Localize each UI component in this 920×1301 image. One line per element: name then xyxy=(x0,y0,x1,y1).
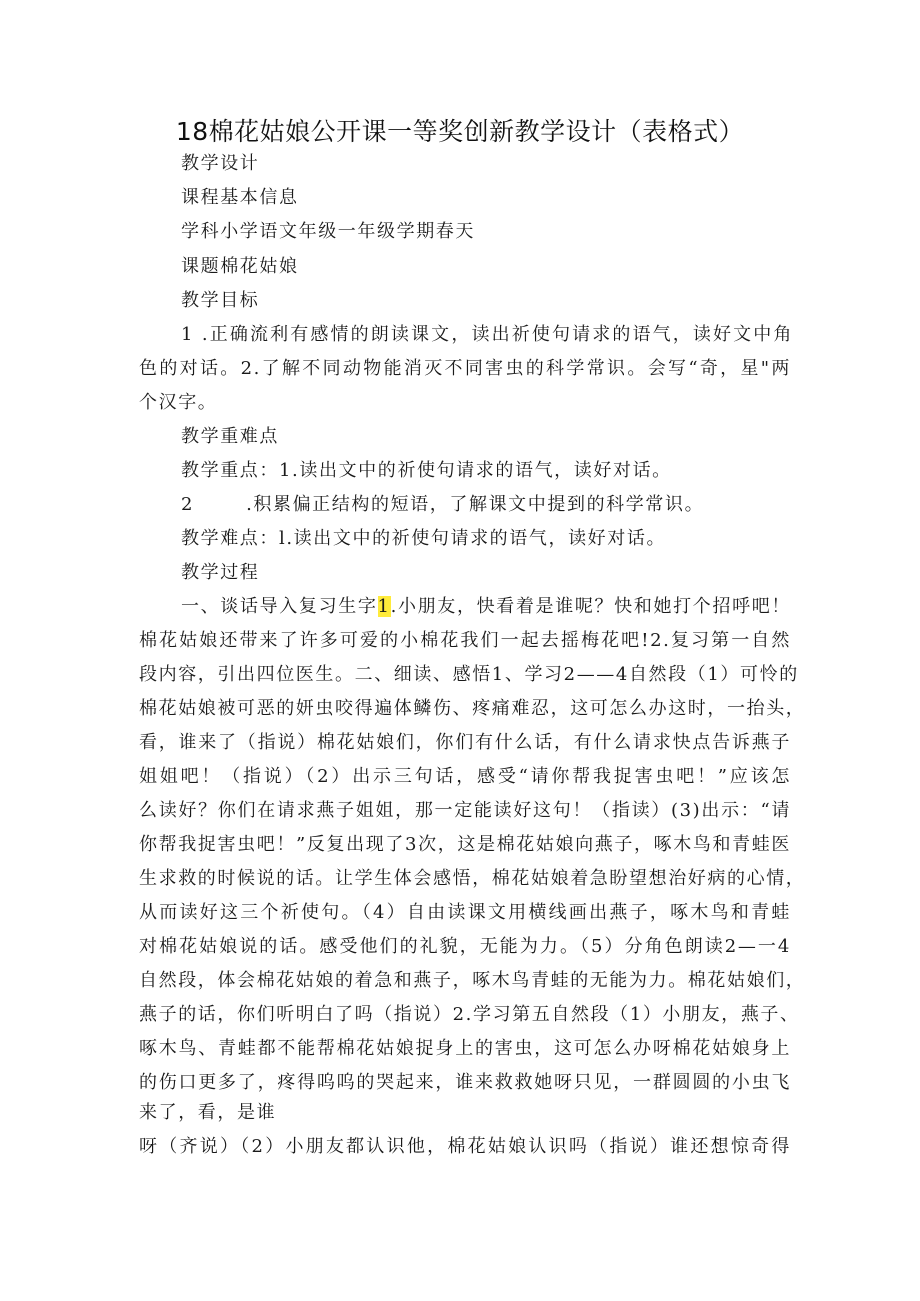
heading-key-points: 教学重难点 xyxy=(181,426,279,447)
process-line: 生求救的时候说的话。让学生体会感悟，棉花姑娘着急盼望想治好病的心情， xyxy=(139,868,806,889)
key-focus-2-number: 2 xyxy=(181,494,195,515)
heading-objectives: 教学目标 xyxy=(181,290,260,311)
process-line: 自然段，体会棉花姑娘的着急和燕子，啄木鸟青蛙的无能为力。棉花姑娘们， xyxy=(139,970,806,991)
process-continued-line: 呀（齐说）（2）小朋友都认识他，棉花姑娘认识吗（指说）谁还想惊奇得 xyxy=(139,1136,791,1157)
key-focus-line: 教学重点：1.读出文中的祈使句请求的语气，读好对话。 xyxy=(181,460,672,481)
heading-basic-info: 课程基本信息 xyxy=(181,187,299,208)
process-line: 么读好？你们在请求燕子姐姐，那一定能读好这句！（指读）(3)出示：“请 xyxy=(139,800,791,821)
process-intro: 一、谈话导入复习生字 xyxy=(181,596,378,617)
process-line: 从而读好这三个祈使句。（4）自由读课文用横线画出燕子，啄木鸟和青蛙 xyxy=(139,902,791,923)
subject-line: 学科小学语文年级一年级学期春天 xyxy=(181,221,475,242)
heading-teaching-design: 教学设计 xyxy=(181,153,260,174)
process-line-1 xyxy=(181,595,791,619)
key-difficulty-line: 教学难点：l.读出文中的祈使句请求的语气，读好对话。 xyxy=(181,528,667,549)
process-line: 对棉花姑娘说的话。感受他们的礼貌，无能为力。（5）分角色朗读2—一4 xyxy=(139,936,791,957)
key-focus-line-2 xyxy=(181,493,704,517)
objective-line-3: 个汉字。 xyxy=(139,392,218,413)
objective-line-2: 色的对话。2.了解不同动物能消灭不同害虫的科学常识。会写“奇，星"两 xyxy=(139,358,791,379)
process-line: 段内容，引出四位医生。二、细读、感悟1、学习2——4自然段（1）可怜的 xyxy=(139,664,799,685)
objective-line-1: 1 .正确流利有感情的朗读课文，读出祈使句请求的语气，读好文中角 xyxy=(181,324,793,345)
process-line: 你帮我捉害虫吧！”反复出现了3次，这是棉花姑娘向燕子，啄木鸟和青蛙医 xyxy=(139,834,791,855)
process-line: 的伤口更多了，疼得呜呜的哭起来，谁来救救她呀只见，一群圆圆的小虫飞 xyxy=(139,1072,791,1093)
topic-line: 课题棉花姑娘 xyxy=(181,256,299,277)
heading-process: 教学过程 xyxy=(181,562,260,583)
process-line: 棉花姑娘还带来了许多可爱的小棉花我们一起去摇梅花吧!2.复习第一自然 xyxy=(139,630,791,651)
document-title: 18棉花姑娘公开课一等奖创新教学设计（表格式） xyxy=(175,117,745,146)
process-line-last: 来了，看，是谁 xyxy=(139,1102,277,1123)
process-line: 棉花姑娘被可恶的妍虫咬得遍体鳞伤、疼痛难忍，这可怎么办这时，一抬头， xyxy=(139,698,806,719)
process-line: 看，谁来了（指说）棉花姑娘们，你们有什么话，有什么请求快点告诉燕子 xyxy=(139,732,791,753)
process-line: 啄木鸟、青蛙都不能帮棉花姑娘捉身上的害虫，这可怎么办呀棉花姑娘身上 xyxy=(139,1038,791,1059)
key-focus-2-text: .积累偏正结构的短语，了解课文中提到的科学常识。 xyxy=(246,494,705,515)
process-line: 燕子的话，你们听明白了吗（指说）2.学习第五自然段（1）小朋友，燕子、 xyxy=(139,1004,800,1025)
process-intro-rest: .小朋友，快看着是谁呢？快和她打个招呼吧！ xyxy=(390,596,792,617)
process-line: 姐姐吧！（指说）（2）出示三句话，感受“请你帮我捉害虫吧！”应该怎 xyxy=(139,766,791,787)
highlighted-number: 1 xyxy=(377,596,391,617)
